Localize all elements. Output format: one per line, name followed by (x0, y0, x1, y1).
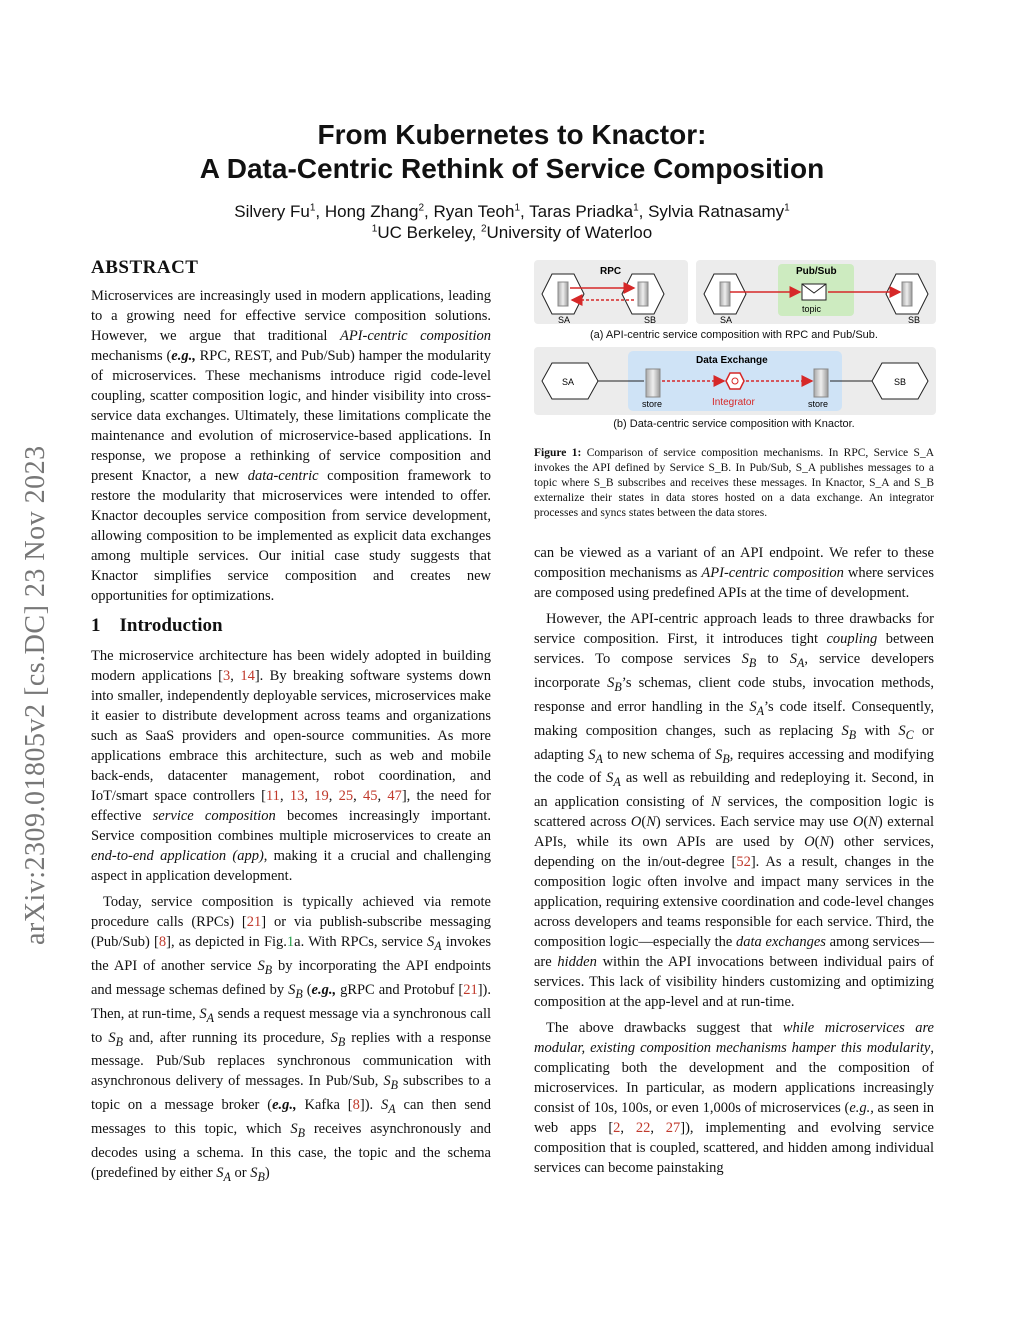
left-column (91, 258, 491, 1193)
author: Silvery Fu (234, 202, 310, 221)
topic-label: topic (802, 304, 822, 314)
integrator-icon (726, 373, 744, 389)
service-store (638, 282, 648, 306)
author: Sylvia Ratnasamy (648, 202, 785, 221)
affil-mark: 2 (418, 202, 425, 214)
store-cylinder (646, 369, 660, 397)
affil-mark: 1 (633, 202, 639, 214)
sb-label: SB (908, 315, 921, 325)
store-label: store (642, 399, 663, 409)
rpc-label: RPC (600, 266, 622, 277)
abstract-heading: ABSTRACT (91, 257, 199, 278)
abstract-text: Microservices are increasingly used in modern applications, leading to a growing need for effective service composition solutions. However, we argue that traditional API-centric composition mechanisms (e.g., RPC, REST, and Pub/Sub) hamper the modularity of microservices. These mechanisms introduce rigid code-level coupling, scatter composition logic, and hinder visibility into cross-service data exchanges. Ultimately, these limitations complicate the maintenance and evolution of microservice-based applications. In response, we propose a rethinking of service composition and present Knactor, a new data-centric composition framework to restore the modularity that microservices were intended to offer. Knactor decouples service composition from service development, allowing composition to be implemented as explicit data exchanges among multiple services. Our initial case study suggests that Knactor simplifies service composition and creates new opportunities for optimizations. (91, 288, 492, 604)
intro-paragraph: The microservice architecture has been widely adopted in building modern applications [3, 14]. By breaking software systems down into smaller, independently deployable services, microservices make it easier to distribute development across teams and organizations such as SaaS providers and open-source communities. As more applications embrace this architecture, such as web and mobile back-ends, datacenter management, robot coordination, and IoT/smart space controllers [11, 13, 19, 25, 45, 47], the need for effective service composition becomes increasingly important. Service composition combines multiple microservices to create an end-to-end application (app), making it a crucial and challenging aspect in application development. (91, 648, 492, 884)
figure-label: Figure 1: (534, 447, 582, 459)
paper-title-line1: From Kubernetes to Knactor: (317, 119, 707, 150)
affiliation: University of Waterloo (486, 223, 653, 242)
affil-mark: 2 (480, 223, 487, 235)
author: Taras Priadka (529, 202, 634, 221)
body-paragraph: can be viewed as a variant of an API endpoint. We refer to these composition mechanisms as API-centric composition where services are composed using predefined APIs at the time of development. (534, 545, 934, 601)
sb-label: SB (644, 315, 657, 325)
figure-1a-caption: (a) API-centric service composition with RPC and Pub/Sub. (590, 329, 878, 341)
service-store (558, 282, 568, 306)
affiliations: $^1$UC Berkeley, $^2$University of Waterloo (371, 223, 653, 242)
figure-caption-text: Comparison of service composition mechanisms. In RPC, Service S_A invokes the API defined by Service S_B. In Pub/Sub, S_A publishes messages to a topic where S_B subscribes and receives these messages. In Knactor, S_A and S_B externalize their states in data stores hosted on a data exchange. An integrator processes and syncs states between the data stores. (534, 447, 934, 519)
affil-mark: 1 (309, 202, 316, 214)
sa-label: SA (558, 315, 571, 325)
pubsub-label: Pub/Sub (796, 266, 837, 277)
sa-label: SA (720, 315, 733, 325)
right-column (534, 543, 934, 1184)
sa-label: SA (562, 377, 575, 387)
integrator-label: Integrator (712, 397, 755, 408)
affiliation: UC Berkeley (377, 223, 472, 242)
figure-1b-diagram (534, 347, 936, 417)
data-exchange-label: Data Exchange (696, 355, 768, 366)
affil-mark: 1 (514, 202, 520, 214)
figure-1a-diagram (534, 260, 936, 326)
figure-1-caption (534, 446, 934, 521)
body-paragraph: However, the API-centric approach leads to three drawbacks for service composition. First, it introduces tight coupling between services. To compose services $S_B$ to $S_A$, service developers incorporate $S_B’s$ schemas, client code stubs, invocation methods, response and error handling in the $S_A’s$ code itself. Consequently, making composition changes, such as replacing $S_B$ with $S_C$ or adapting $S_A$ to new schema of $S_B$, requires accessing and modifying the code of $S_A$ as well as rebuilding and redeploying it. Second, in an application consisting of N services, the composition logic is scattered across O(N) services. Each service may use O(N) external APIs, while its own APIs are used by O(N) other services, depending on the in/out-degree [52]. As a result, changes in the composition logic often involve and impact many services in the application, requiring extensive coordination and code-level changes across developers and teams responsible for each service. Third, the composition logic—especially the data exchanges among services—are hidden within the API invocations between individual pairs of services. This lack of visibility hinders customizing and optimizing composition at the app-level and at run-time. (534, 611, 935, 1011)
author-list: Silvery Fu$^1$, Hong Zhang$^2$, Ryan Teoh$^1$, Taras Priadka$^1$, Sylvia Ratnasamy$^1$ (234, 202, 790, 221)
intro-heading: 1 Introduction (91, 615, 223, 636)
body-paragraph: The above drawbacks suggest that while microservices are modular, existing composition mechanisms hamper this modularity, complicating both the development and the composition of microservices. In particular, as modern applications increasingly consist of 10s, 100s, or even 1,000s of microservices (e.g., as seen in web apps [2, 22, 27]), implementing and evolving service composition that is coupled, scattered, and hidden among individual services can become painstaking (534, 1020, 935, 1177)
sb-label: SB (894, 377, 907, 387)
figure-1b-caption: (b) Data-centric service composition with Knactor. (613, 418, 855, 430)
intro-paragraph: Today, service composition is typically achieved via remote procedure calls (RPCs) [21] or via publish-subscribe messaging (Pub/Sub) [8], as depicted in Fig.1a. With RPCs, service $S_A$ invokes the API of another service $S_B$ by incorporating the API endpoints and message schemas defined by $S_B$ (e.g., gRPC and Protobuf [21]). Then, at run-time, $S_A$ sends a request message via a synchronous call to $S_B$ and, after running its procedure, $S_B$ replies with a response message. Pub/Sub replaces synchronous communication with asynchronous delivery of messages. In Pub/Sub, $S_B$ subscribes to a topic on a message broker (e.g., Kafka [8]). $S_A$ can then send messages to this topic, which $S_B$ receives asynchronously and decodes using a schema. In this case, the topic and the schema (predefined by either $S_A$ or $S_B$) (91, 894, 492, 1185)
author: Hong Zhang (324, 202, 419, 221)
arxiv-identifier: arXiv:2309.01805v2 [cs.DC] 23 Nov 2023 (20, 445, 51, 945)
affil-mark: 1 (784, 202, 790, 214)
service-store (720, 282, 730, 306)
service-store (902, 282, 912, 306)
paper-title-line2: A Data-Centric Rethink of Service Composition (199, 153, 825, 184)
store-cylinder (814, 369, 828, 397)
author: Ryan Teoh (433, 202, 515, 221)
affil-mark: 1 (371, 223, 378, 235)
store-label: store (808, 399, 829, 409)
